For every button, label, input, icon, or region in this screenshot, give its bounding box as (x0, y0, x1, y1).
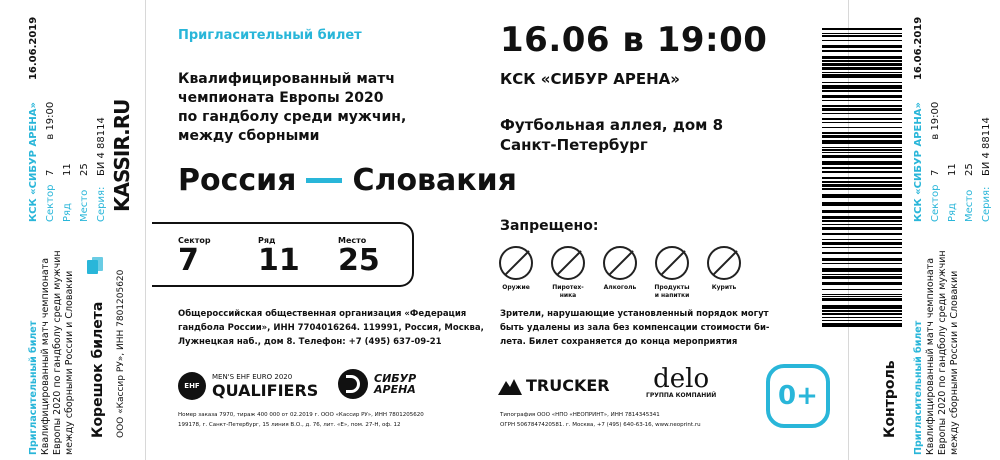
barcode-bar (822, 113, 902, 114)
barcode-bar (822, 60, 902, 62)
control-label: Контроль (882, 360, 898, 438)
stub-details (28, 16, 107, 222)
event-datetime: 16.06 в 19:00 (500, 20, 768, 60)
forbidden-icons (496, 246, 744, 300)
barcode-bar (822, 74, 902, 78)
stub-description (28, 235, 76, 455)
barcode-bar (822, 90, 902, 92)
stub-venue: КСК «СИБУР АРЕНА» (28, 102, 39, 222)
teams-dash (306, 178, 342, 183)
control-date: 16.06.2019 (913, 16, 924, 81)
row-label: Ряд (258, 236, 276, 245)
barcode-bar (822, 177, 902, 179)
control-description (913, 235, 961, 455)
forbidden-caption: Курить (711, 284, 737, 291)
stub-org: ООО «Кассир РУ», ИНН 7801205620 (116, 269, 126, 438)
barcode-bar (822, 67, 902, 70)
control-desc-line: между сборными России и Словакии (949, 270, 960, 455)
barcode-bar (822, 108, 902, 111)
sibur-line: СИБУР (374, 372, 417, 385)
stub-desc-line: Европы 2020 по гандболу среди мужчин (52, 250, 63, 455)
footer-right (500, 410, 701, 430)
control-val: 25 (964, 163, 975, 176)
team-home: Россия (178, 163, 297, 198)
match-desc-line: чемпионата Европы 2020 (178, 90, 384, 106)
barcode-bar (822, 140, 902, 144)
row-value: 11 (258, 243, 300, 278)
barcode (822, 28, 902, 328)
control-key: Серия: (981, 186, 992, 222)
barcode-bar (822, 233, 902, 235)
control-val: 7 (930, 169, 941, 176)
match-desc-line: между сборными (178, 128, 320, 144)
smoking-icon (707, 246, 741, 280)
barcode-bar (822, 305, 902, 309)
control-val: 11 (947, 163, 958, 176)
food-icon (655, 246, 689, 280)
barcode-bar (822, 40, 902, 41)
control-desc-line: Квалифицированный матч чемпионата (925, 257, 936, 455)
row-block (258, 236, 300, 277)
barcode-bar (822, 95, 902, 98)
control-desc-line: Европы 2020 по гандболу среди мужчин (937, 250, 948, 455)
forbidden-title: Запрещено: (500, 218, 599, 234)
stub-val: 25 (79, 163, 90, 176)
barcode-bar (822, 45, 902, 48)
barcode-bar (822, 268, 902, 272)
barcode-bar (822, 247, 902, 248)
barcode-bar (822, 313, 902, 315)
control-key: Ряд (947, 203, 958, 222)
barcode-bar (822, 320, 902, 321)
teams (178, 163, 517, 198)
forbidden-note (500, 307, 769, 349)
ticket-icon (86, 256, 104, 276)
barcode-bar (822, 317, 902, 318)
organizer-line: Лужнецкая наб., дом 8. Телефон: +7 (495) 637-09-21 (178, 337, 442, 347)
forbidden-food (652, 246, 692, 300)
stub-desc-title: Пригласительный билет (28, 320, 39, 455)
footer-line: ОГРН 5067847420581. г. Москва, +7 (495) 640-63-16, www.neoprint.ru (500, 422, 701, 428)
control-time: в 19:00 (930, 101, 941, 140)
note-line: быть удалены из зала без компенсации стоимости би- (500, 323, 770, 333)
barcode-bar (822, 149, 902, 151)
barcode-bar (822, 263, 902, 264)
barcode-bar (822, 50, 902, 52)
barcode-bar (822, 294, 902, 295)
barcode-bar (822, 188, 902, 190)
control-desc-title: Пригласительный билет (913, 320, 924, 455)
barcode-bar (822, 202, 902, 206)
barcode-bar (822, 135, 902, 138)
ehf-logo (178, 372, 318, 400)
stub-val: 11 (62, 163, 73, 176)
seat-box (152, 222, 414, 287)
team-away: Словакия (352, 163, 517, 198)
alcohol-icon (603, 246, 637, 280)
weapon-icon (499, 246, 533, 280)
stub-val: 7 (45, 169, 56, 176)
control-key: Место (964, 189, 975, 222)
control-venue: КСК «СИБУР АРЕНА» (913, 102, 924, 222)
koreshok-label: Корешок билета (90, 301, 106, 438)
barcode-bar (822, 216, 902, 219)
barcode-bar (822, 105, 902, 107)
organizer-line: гандбола России», ИНН 7704016264. 119991, Россия, Москва, (178, 323, 484, 333)
stub-separator (145, 0, 146, 460)
note-line: лета. Билет сохраняется до конца мероприятия (500, 337, 738, 347)
sector-block (178, 236, 211, 277)
barcode-bar (822, 239, 902, 240)
barcode-bar (822, 122, 902, 123)
sector-value: 7 (178, 243, 199, 278)
barcode-bar (822, 274, 902, 275)
trucker-logo (498, 376, 610, 395)
address-line: Санкт-Петербург (500, 136, 648, 154)
barcode-bar (822, 289, 902, 290)
forbidden-weapon (496, 246, 536, 300)
place-value: 25 (338, 243, 380, 278)
barcode-bar (822, 28, 902, 30)
barcode-bar (822, 296, 902, 297)
trucker-mountain-icon (498, 377, 522, 395)
barcode-bar (822, 33, 902, 34)
barcode-bar (822, 310, 902, 312)
forbidden-caption: Продукты и напитки (654, 284, 690, 299)
footer-line: 199178, г. Санкт-Петербург, 15 линия В.О., д. 76, лит. «Е», пом. 27-Н, оф. 12 (178, 422, 401, 428)
match-desc-line: Квалифицированный матч (178, 71, 395, 87)
place-label: Место (338, 236, 367, 245)
delo-text: delo (653, 364, 710, 394)
barcode-bar (822, 100, 902, 101)
event-address (500, 115, 723, 155)
barcode-bar (822, 184, 902, 187)
age-rating-badge: 0+ (766, 364, 830, 428)
barcode-bar (822, 152, 902, 153)
match-desc-line: по гандболу среди мужчин, (178, 109, 407, 125)
ehf-small: MEN'S EHF EURO 2020 (212, 372, 293, 381)
barcode-bar (822, 85, 902, 89)
sibur-arena-logo (338, 369, 416, 399)
control-key: Сектор (930, 184, 941, 222)
forbidden-alcohol (600, 246, 640, 300)
control-details (913, 16, 992, 222)
barcode-bar (822, 161, 902, 165)
address-line: Футбольная аллея, дом 8 (500, 116, 724, 134)
stub-desc-line: между сборными России и Словакии (64, 270, 75, 455)
barcode-bar (822, 252, 902, 254)
barcode-bar (822, 127, 902, 128)
barcode-bar (822, 56, 902, 59)
stub-desc-line: Квалифицированный матч чемпионата (40, 257, 51, 455)
stub-date: 16.06.2019 (28, 16, 39, 81)
sibur-emblem-icon (338, 369, 368, 399)
delo-logo (646, 366, 716, 399)
organizer-line: Общероссийская общественная организация «Федерация (178, 309, 467, 319)
barcode-bar (822, 155, 902, 158)
sector-label: Сектор (178, 236, 211, 245)
barcode-bar (822, 72, 902, 73)
stub-key: Место (79, 189, 90, 222)
note-line: Зрители, нарушающие установленный порядок могут (500, 309, 769, 319)
footer-left (178, 410, 424, 430)
forbidden-caption: Пиротех-ника (552, 284, 584, 299)
barcode-bar (822, 323, 902, 327)
barcode-bar (822, 147, 902, 148)
barcode-bar (822, 194, 902, 198)
barcode-bar (822, 181, 902, 183)
barcode-bar (822, 224, 902, 225)
stub-key: Ряд (62, 203, 73, 222)
ehf-badge: EHF (178, 372, 206, 400)
delo-sub: ГРУППА КОМПАНИЙ (646, 392, 717, 399)
barcode-bar (822, 227, 902, 230)
stub-time: в 19:00 (45, 101, 56, 140)
barcode-bar (822, 220, 902, 222)
barcode-bar (822, 282, 902, 285)
forbidden-smoking (704, 246, 744, 300)
pyrotechnics-icon (551, 246, 585, 280)
organizer-info (178, 307, 484, 349)
forbidden-caption: Оружие (502, 284, 530, 291)
event-venue: КСК «СИБУР АРЕНА» (500, 70, 680, 88)
barcode-bar (822, 63, 902, 66)
kassir-logo: KASSIR.RU (110, 99, 134, 212)
barcode-bar (822, 35, 902, 37)
forbidden-caption: Алкоголь (603, 284, 637, 291)
barcode-bar (822, 298, 902, 301)
trucker-text: TRUCKER (526, 376, 610, 395)
ticket-type: Пригласительный билет (178, 28, 362, 43)
stub-key: Серия: (96, 186, 107, 222)
barcode-bar (822, 118, 902, 120)
barcode-bar (822, 258, 902, 261)
stub-key: Сектор (45, 184, 56, 222)
footer-line: Номер заказа 7970, тираж 400 000 от 02.2019 г. ООО «Кассир РУ», ИНН 7801205620 (178, 412, 424, 418)
barcode-bar (822, 242, 902, 245)
barcode-bar (822, 171, 902, 173)
barcode-bar (822, 276, 902, 279)
barcode-bar (822, 132, 902, 134)
control-val: БИ 4 88114 (981, 117, 992, 176)
barcode-bar (822, 167, 902, 169)
sibur-line: АРЕНА (374, 383, 416, 396)
barcode-bar (822, 210, 902, 213)
place-block (338, 236, 380, 277)
stub-val: БИ 4 88114 (96, 117, 107, 176)
forbidden-pyro (548, 246, 588, 300)
footer-line: Типография ООО «НПО «НЕОПРИНТ», ИНН 7814345341 (500, 412, 660, 418)
ehf-big: QUALIFIERS (212, 380, 319, 400)
match-description (178, 70, 406, 146)
barcode-bar (822, 82, 902, 83)
